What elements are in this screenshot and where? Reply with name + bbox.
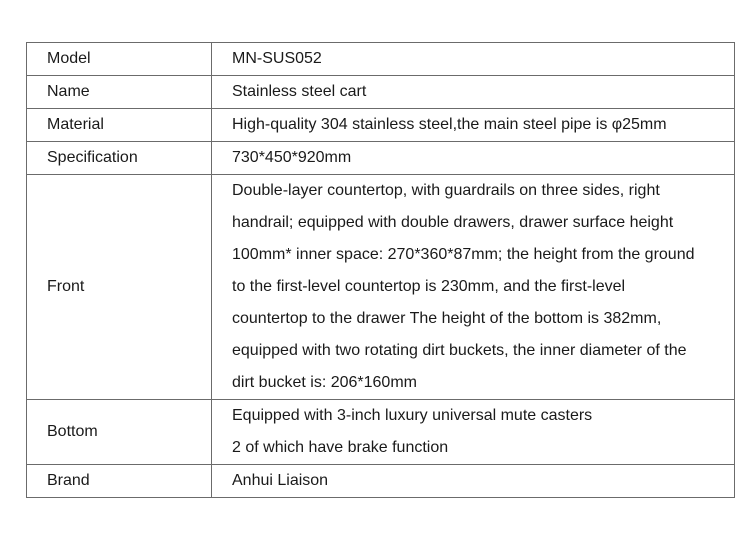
product-spec-table	[26, 42, 735, 498]
spec-value-line: Double-layer countertop, with guardrails on three sides, right	[232, 182, 660, 199]
spec-label: Name	[47, 83, 90, 100]
spec-value-line: Equipped with 3-inch luxury universal mute casters	[232, 407, 593, 424]
spec-value-line: to the first-level countertop is 230mm, and the first-level	[232, 278, 626, 295]
spec-row-material	[27, 109, 735, 142]
spec-label-cell	[27, 465, 212, 498]
spec-label: Specification	[47, 149, 138, 166]
spec-value-cell	[212, 43, 735, 76]
spec-value-line: 100mm* inner space: 270*360*87mm; the height from the ground	[232, 246, 695, 263]
spec-label-cell	[27, 76, 212, 109]
spec-value-line: 730*450*920mm	[232, 149, 352, 166]
spec-row-bottom	[27, 400, 735, 465]
spec-row-brand	[27, 465, 735, 498]
spec-value-line: High-quality 304 stainless steel,the main steel pipe is φ25mm	[232, 116, 667, 133]
spec-label: Model	[47, 50, 91, 67]
spec-label: Brand	[47, 472, 90, 489]
spec-value-line: MN-SUS052	[232, 50, 322, 67]
spec-label: Front	[47, 278, 85, 295]
spec-row-specification	[27, 142, 735, 175]
spec-row-name	[27, 76, 735, 109]
spec-row-model	[27, 43, 735, 76]
spec-value-cell	[212, 175, 735, 400]
spec-value-line: handrail; equipped with double drawers, drawer surface height	[232, 214, 674, 231]
spec-label-cell	[27, 400, 212, 465]
spec-value-cell	[212, 400, 735, 465]
spec-value-line: 2 of which have brake function	[232, 439, 449, 456]
spec-value-cell	[212, 109, 735, 142]
spec-value-cell	[212, 465, 735, 498]
spec-label-cell	[27, 142, 212, 175]
spec-label: Material	[47, 116, 104, 133]
spec-value-line: Stainless steel cart	[232, 83, 367, 100]
spec-value-line: countertop to the drawer The height of the bottom is 382mm,	[232, 310, 662, 327]
spec-row-front	[27, 175, 735, 400]
spec-value-cell	[212, 142, 735, 175]
spec-value-line: dirt bucket is: 206*160mm	[232, 374, 417, 391]
spec-label-cell	[27, 109, 212, 142]
spec-label: Bottom	[47, 423, 98, 440]
spec-value-cell	[212, 76, 735, 109]
spec-value-line: equipped with two rotating dirt buckets, the inner diameter of the	[232, 342, 687, 359]
spec-value-line: Anhui Liaison	[232, 472, 329, 489]
spec-label-cell	[27, 175, 212, 400]
spec-label-cell	[27, 43, 212, 76]
